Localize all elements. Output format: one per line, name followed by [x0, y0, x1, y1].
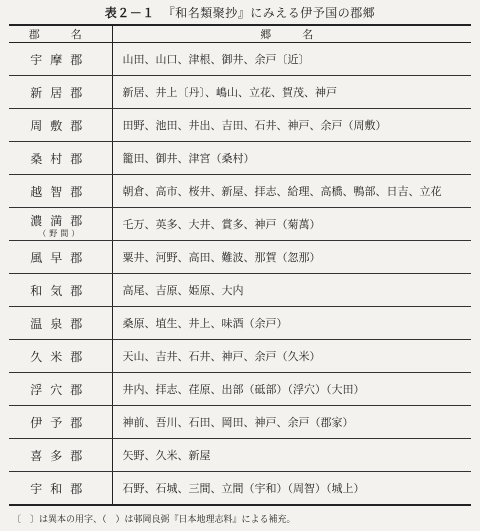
district-name: 浮穴郡 — [30, 382, 91, 397]
table-row — [9, 241, 471, 274]
table-row — [9, 142, 471, 175]
township-list: 山田、山口、津根、御井、余戸〔近〕 — [112, 43, 471, 76]
district-name-cell — [9, 406, 112, 439]
table-row — [9, 439, 471, 472]
district-name-cell — [9, 241, 112, 274]
township-list: 粟井、河野、高田、難波、那賀（忽那） — [112, 241, 471, 274]
district-name-cell — [9, 472, 112, 506]
township-list: 石野、石城、三間、立間（宇和）（周智）（城上） — [122, 482, 365, 495]
district-name: 新居郡 — [30, 85, 91, 100]
district-name: 喜多郡 — [30, 448, 91, 463]
table-row — [9, 406, 471, 439]
township-list: 天山、吉井、石井、神戸、余戸（久米） — [112, 340, 471, 373]
district-name-cell — [9, 175, 112, 208]
district-table — [9, 24, 471, 506]
table-header-row — [9, 25, 471, 43]
table-caption: 『和名類聚抄』にみえる伊予国の郡郷 — [162, 6, 376, 20]
township-list: 桑原、埴生、井上、味酒（余戸） — [112, 307, 471, 340]
district-name: 周敷郡 — [30, 118, 91, 133]
table-row — [9, 472, 471, 506]
district-name: 伊予郡 — [30, 415, 91, 430]
township-list: 田野、池田、井出、吉田、石井、神戸、余戸（周敷） — [112, 109, 471, 142]
district-name-cell — [9, 307, 112, 340]
table-row — [9, 307, 471, 340]
district-name-cell — [9, 109, 112, 142]
header-go: 郷 名 — [112, 25, 471, 43]
district-name: 久米郡 — [30, 349, 91, 364]
township-list: 矢野、久米、新屋 — [112, 439, 471, 472]
district-name-cell — [9, 274, 112, 307]
district-name-cell — [9, 43, 112, 76]
district-name: 宇摩郡 — [30, 52, 91, 67]
district-name-cell — [9, 76, 112, 109]
table-title — [0, 4, 480, 21]
table-row — [9, 208, 471, 241]
district-name-cell — [9, 373, 112, 406]
district-name: 和気郡 — [30, 283, 91, 298]
footnote: 〔 〕は異本の用字、（ ）は邨岡良弼『日本地理志料』による補充。 — [12, 515, 296, 525]
township-list: 神前、吾川、石田、岡田、神戸、余戸（郡家） — [112, 406, 471, 439]
township-list: 乇万、英多、大井、賞多、神戸（菊萬） — [112, 208, 471, 241]
district-name: 越智郡 — [30, 184, 91, 199]
table-row — [9, 43, 471, 76]
district-name: 宇和郡 — [30, 481, 91, 496]
table-row — [9, 76, 471, 109]
table-row — [9, 274, 471, 307]
table-row — [9, 340, 471, 373]
township-list: 朝倉、高市、桜井、新屋、拝志、給理、高橋、鴨部、日吉、立花 — [112, 175, 471, 208]
district-name-cell — [9, 439, 112, 472]
township-list: 籠田、御井、津宮（桑村） — [112, 142, 471, 175]
table-row — [9, 109, 471, 142]
district-name-cell — [9, 208, 112, 241]
district-name-cell — [9, 340, 112, 373]
header-gun: 郡 名 — [9, 25, 112, 43]
district-alt-name: （野間） — [38, 229, 83, 238]
township-list: 高尾、吉原、姫原、大内 — [112, 274, 471, 307]
district-name: 温泉郡 — [30, 316, 91, 331]
district-name-cell — [9, 142, 112, 175]
table-row — [9, 175, 471, 208]
district-name: 桑村郡 — [30, 151, 91, 166]
table-row — [9, 373, 471, 406]
table-number: 表２－１ — [104, 6, 155, 20]
township-list: 井内、拝志、荏原、出部（砥部）（浮穴）（大田） — [112, 373, 471, 406]
district-name: 濃満郡 — [30, 213, 91, 228]
township-list: 新居、井上〔丹〕、嶋山、立花、賀茂、神戸 — [112, 76, 471, 109]
district-name: 風早郡 — [30, 250, 91, 265]
